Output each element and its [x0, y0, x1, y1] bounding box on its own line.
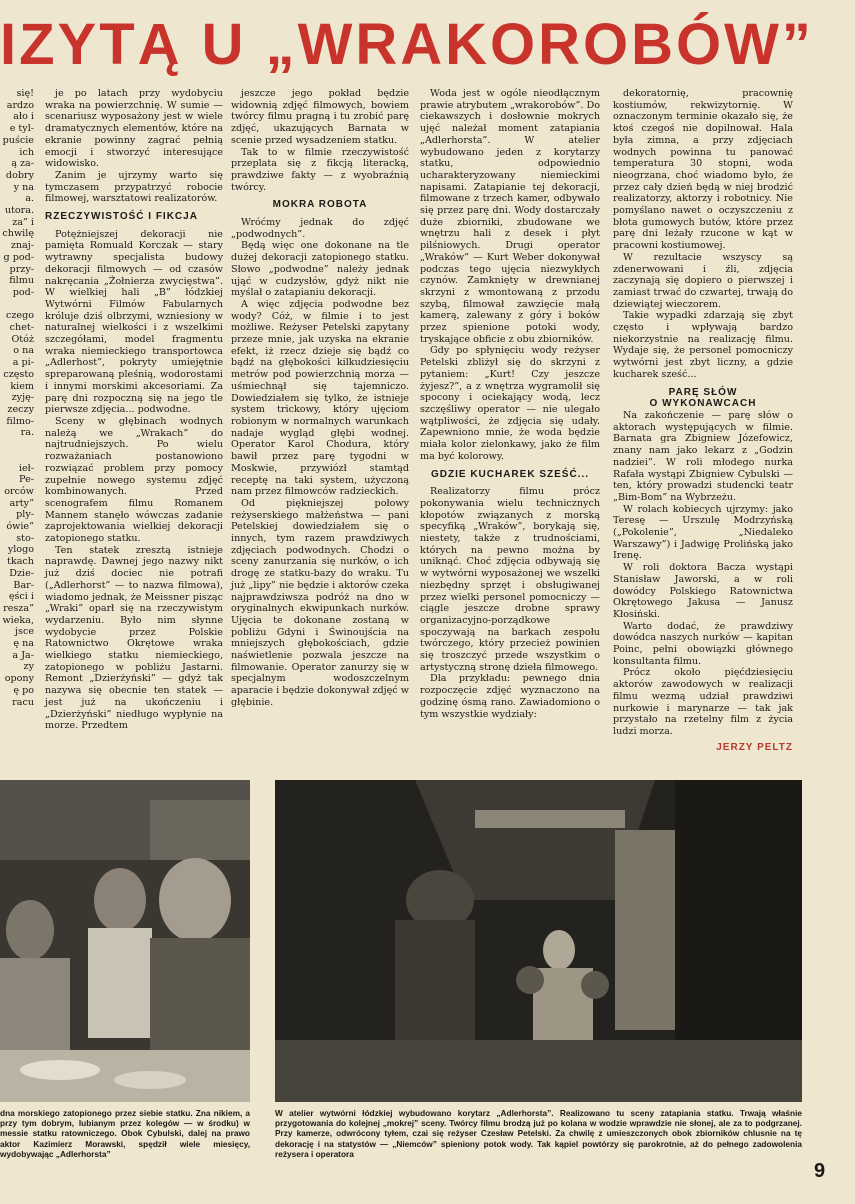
paragraph: Takie wypadki zdarzają się zbyt często i wpływają bardzo niekorzystnie na realizację filmu. Wydaje się, że personel pomocniczy wytwórni jest zbyt liczny, a gdzie kucharek sześć...: [613, 310, 793, 380]
cropped-line: racu: [12, 696, 34, 708]
cropped-line: orców: [4, 485, 34, 497]
cropped-line: Dzie-: [9, 567, 34, 579]
cropped-line: często: [3, 368, 34, 380]
paragraph: W rezultacie wszyscy są zdenerwowani i źli, zdjęcia zaczynają się dopiero o pierwszej i zamiast trwać do czwartej, trwają do dziewiątej wieczorem.: [613, 251, 793, 310]
cropped-line: y na: [13, 181, 34, 193]
cropped-line: utora.: [4, 205, 34, 217]
cropped-line: g pod-: [3, 251, 34, 263]
paragraph: Realizatorzy filmu prócz pokonywania wielu technicznych kłopotów związanych z morską specyfiką „Wraków”, borykają się, niestety, także z trudnościami, których na pewno można by uniknąć. Choć zdjęcia odbywają się w wytwórni wyposażonej we wszelki niezbędny sprzęt i obsługiwanej przez wielki personel pomocniczy — ciągle jeszcze drobne sprawy organizacyjno-porządkowe spoczywają na barkach zespołu twórczego, który przecież powinien się troszczyć przede wszystkim o artystyczną stronę dzieła filmowego.: [420, 486, 600, 673]
cropped-line: ą za-: [11, 158, 34, 170]
cropped-line: filmu: [9, 275, 34, 287]
cropped-line: wieka,: [2, 614, 34, 626]
paragraph: jeszcze jego pokład będzie widownią zdjęć filmowych, bowiem twórcy filmu pragną i tu zrobić parę zdjęć, ukazujących Barnata w scenie przed wysadzeniem statku.: [231, 88, 409, 146]
paragraph: Ten statek zresztą istnieje naprawdę. Dawnej jego nazwy nikt już dziś dociec nie potrafi („Adlerhorst” — to nazwa filmowa), wiadomo jednak, że Meissner pisząc „Wraki” oparł się na rzeczywistym wydarzeniu. Było nim słynne wydobycie przez Polskie Ratownictwo Okrętowe wraka wielkiego statku niemieckiego, zatopionego w pobliżu Jastarni. Remont „Dzierżyński” — gdyż tak nazywa się obecnie ten statek — jest już na ukończeniu i „Dzierżyński” niedługo wypłynie na morze. Przedtem: [45, 544, 223, 732]
photo-film-set-corridor: [275, 780, 802, 1102]
cropped-line: ało i: [13, 111, 34, 123]
cropped-line: ardzo: [6, 99, 34, 111]
section-heading: RZECZYWISTOŚĆ I FIKCJA: [45, 211, 198, 223]
paragraph: Będą więc one dokonane na tle dużej dekoracji zatopionego statku. Słowo „podwodne” należy jednak ująć w cudzysłów, gdyż nikt nie myślał o zatapianiu dekoracji.: [231, 240, 409, 299]
column-2: [45, 88, 223, 732]
paragraph: Gdy po spłynięciu wody reżyser Petelski zbliżył się do skrzyni z pytaniem: „Kurt! Czy jeszcze żyjesz?”, a z wnętrza wygramolił się spocony i ociekający wodą, lecz szczęśliwy operator — nie ulegało wątpliwości, że zdjęcia się udały. Zapewniono mnie, że woda będzie miała kolor zielonkawy, jako że film ma być kolorowy.: [420, 345, 600, 462]
heading-line: PARĘ SŁÓW: [668, 386, 738, 398]
cropped-line: ę na: [13, 638, 34, 650]
cropped-line: e tyl-: [9, 123, 34, 135]
cropped-line: Otóż: [11, 333, 34, 345]
cropped-line: pod-: [12, 286, 34, 298]
paragraph: Warto dodać, że prawdziwy dowódca naszych nurków — kapitan Poinc, pełni obowiązki głównego konsultanta filmu.: [613, 620, 793, 667]
paragraph: Sceny w głębinach wodnych należą we „Wrakach” do najtrudniejszych. Po wielu rozważaniach postanowiono rozwiązać problem przy pomocy zupełnie nowego systemu zdjęć kombinowanych. Przed scenografem filmu Romanem Mannem stanęło wówczas zadanie zaprojektowania wielkiej dekoracji zatopionego statku.: [45, 415, 223, 545]
paragraph: Woda jest w ogóle nieodłącznym prawie atrybutem „wrakorobów”. Do ciekawszych i dosłownie mokrych ujęć należał moment zatapiania „Adlerhorsta”. W atelier wybudowano jeden z korytarzy statku, odpowiednio ucharakteryzowany niemieckimi napisami. Zatapianie tej dekoracji, filmowane z trzech kamer, odbywało się przez parę dni. Wody dostarczały duże zbiorniki, zbudowane we wnętrzu hali z desek i płyt pilśniowych. Drugi operator „Wraków” — Kurt Weber dokonywał podczas tego ujęcia niezwykłych czynów. Zamknięty w drewnianej skrzyni z wmontowaną z przodu szybą, filmował zawzięcie małą kamerą, zalewany z góry i boków przez spienione potoki wody, tryskające obficie z obu zbiorników.: [420, 88, 600, 345]
section-heading: MOKRA ROBOTA: [272, 199, 368, 211]
paragraph: Wróćmy jednak do zdjęć „podwodnych”.: [231, 217, 409, 240]
cropped-line: a.: [25, 193, 34, 205]
cropped-line: chet-: [9, 322, 34, 334]
cropped-line: się!: [16, 88, 34, 99]
photo-illustration: [0, 780, 250, 1102]
cropped-line: puście: [2, 134, 34, 146]
column-4: [420, 88, 600, 782]
cropped-line: [0, 299, 34, 311]
cropped-line: ieł-: [18, 462, 34, 474]
cropped-line: o na: [13, 345, 34, 357]
paragraph: Tak to w filmie rzeczywistość przeplata się z fikcją literacką, prawdziwe fakty — z wyobraźnią twórcy.: [231, 146, 409, 193]
cropped-line: ra.: [20, 427, 34, 439]
paragraph: Prócz około pięćdziesięciu aktorów zawodowych w realizacji filmu wezmą udział prawdziwi nurkowie i marynarze — tak jak przystało na rzetelny film z życia ludzi morza.: [613, 667, 793, 737]
cropped-line: kiem: [10, 380, 34, 392]
page-number: 9: [814, 1160, 826, 1182]
cropped-line: [0, 451, 34, 463]
column-3: [231, 88, 409, 782]
caption-right-photo: W atelier wytwórni łódzkiej wybudowano korytarz „Adlerhorsta”. Realizowano tu sceny zatapiania statku. Trwają właśnie przygotowania do kolejnej „mokrej” sceny. Twórcy filmu brodzą już po kolana w wodzie wprawdzie nie słonej, ale za to podgrzanej. Przy kamerze, odwrócony tyłem, czai się reżyser Czesław Petelski. Za chwilę z umieszczonych obok zbiorników chlusnie na tę dekorację i na statystów — „Niemców” spieniony potok wody. Tak kąpiel powtórzy się parokrotnie, aż do pełnego zadowolenia reżysera i operatora: [275, 1108, 802, 1159]
cropped-line: opony: [4, 673, 34, 685]
cropped-line: [0, 439, 34, 451]
cropped-line: ówie”: [6, 521, 34, 533]
cropped-line: a pi-: [12, 357, 34, 369]
paragraph: Od piękniejszej połowy reżyserskiego małżeństwa — pani Petelskiej dowiedziałem się o innych, tym razem prawdziwych zdjęciach podwodnych. Chodzi o sceny zanurzania się nurków, o ich drogę ze statku-bazy do wraku. Tu już „lipy” nie będzie i aktorów czeka najprawdziwsza podróż na dno w oryginalnych ekwipunkach nurków. Ujęcia te dokonane zostaną w pobliżu Gdyni i Świnoujścia na mniejszych głębokościach, gdzie naświetlenie pozwala jeszcze na filmowanie. Operator zanurzy się w specjalnym wodoszczelnym aparacie i będzie dokonywał zdjęć w głębinie.: [231, 497, 409, 708]
cropped-line: Bar-: [13, 579, 34, 591]
cropped-line: arty”: [9, 497, 34, 509]
cropped-line: zy: [23, 661, 34, 673]
cropped-line: ę po: [13, 684, 34, 696]
cropped-line: dobry: [5, 169, 34, 181]
cropped-line: jsce: [15, 626, 34, 638]
cropped-line: zyję-: [11, 392, 34, 404]
cropped-line: za” i: [12, 216, 34, 228]
cropped-line: czego: [5, 310, 34, 322]
photo-illustration: [275, 780, 802, 1102]
photo-actors-in-mess: [0, 780, 250, 1102]
cropped-line: przy-: [9, 263, 34, 275]
author-byline: JERZY PELTZ: [716, 741, 793, 753]
section-heading: [613, 387, 793, 410]
paragraph: dekoratornię, pracownię kostiumów, rekwizytornię. W oznaczonym terminie okazało się, że ktoś czegoś nie dopilnował. Hala była zimna, a przy zdjęciach wodnych powinna tu panować temperatura 30 stopni, woda nieogrzana, choć wiadomo było, że przez cały dzień będą w niej brodzić realizatorzy, aktorzy i robotnicy. Nie pomyślano nawet o oczyszczeniu z błota gumowych butów, które przez parę dni leżały rzucone w kąt w pracowni kostiumowej.: [613, 88, 793, 252]
paragraph: A więc zdjęcia podwodne bez wody? Cóż, w filmie i to jest możliwe. Reżyser Petelski zapytany przeze mnie, jak uzyska na ekranie efekt, iż rzecz dzieje się bądź co bądź na głębokości kilkudziesięciu metrów pod powierzchnią morza — uśmiechnął się tajemniczo. Dowiedziałem się tylko, że istnieje system trickowy, który ujęciom robionym w normalnych warunkach nadaje wygląd głębi wodnej. Operator Karol Chodura, który bawił przez parę tygodni w Moskwie, przywiózł stamtąd receptę na taki system, użyczoną nam przez filmowców radzieckich.: [231, 298, 409, 498]
column-1-cropped: [0, 88, 34, 708]
cropped-line: filmo-: [6, 415, 34, 427]
cropped-line: Pe-: [19, 474, 34, 486]
cropped-line: sto-: [16, 532, 34, 544]
paragraph: Zanim je ujrzymy warto się tymczasem przypatrzyć robocie filmowej, warsztatowi realizatorów.: [45, 169, 223, 205]
cropped-line: resza”: [3, 602, 34, 614]
cropped-line: a Ja-: [12, 649, 34, 661]
paragraph: W roli doktora Bacza wystąpi Stanisław Jaworski, a w roli dowódcy Polskiego Ratownictwa Okrętowego Jakusa — Janusz Kłosiński.: [613, 562, 793, 620]
paragraph: je po latach przy wydobyciu wraka na powierzchnię. W sumie — scenariusz wyposażony jest w wiele dramatycznych elementów, które na ekranie powinny zagrać pełnią emocji i stworzyć interesujące widowisko.: [45, 88, 223, 170]
cropped-line: znaj-: [10, 240, 34, 252]
cropped-line: tkach: [7, 556, 34, 568]
paragraph: Dla przykładu: pewnego dnia rozpoczęcie zdjęć wyznaczono na godzinę ósmą rano. Zawiadomiono o tym wszystkie wydziały:: [420, 673, 600, 720]
column-5: [613, 88, 793, 782]
cropped-line: ply-: [16, 509, 34, 521]
cropped-line: ęści i: [8, 591, 34, 603]
paragraph: Potężniejszej dekoracji nie pamięta Romuald Korczak — stary wytrawny specjalista budowy dekoracji filmowych — od czasów nakręcania „Żołnierza zwycięstwa”. W wielkiej hali „B” łódzkiej Wytwórni Filmów Fabularnych króluje dziś olbrzymi, wzniesiony w naturalnej wielkości i z wszelkimi szczegółami, model fragmentu wraka niemieckiego transportowca „Adlerhost”, pokryty umiejętnie spreparowaną pleśnią, wodorostami i innymi morskimi akcesoriami. Za parę dni rozpoczną się na jego tle pierwsze zdjęcia... podwodne.: [45, 228, 223, 416]
paragraph: Na zakończenie — parę słów o aktorach występujących w filmie. Barnata gra Zbigniew Józefowicz, znany nam jako lekarz z „Godzin nadziei”. W roli młodego nurka Rafała wystąpi Zbigniew Cybulski — ten, który prowadzi studencki teatr „Bim-Bom” na Wybrzeżu.: [613, 409, 793, 503]
section-heading: GDZIE KUCHAREK SZEŚĆ...: [430, 468, 589, 480]
headline: IZYTĄ U „WRAKOROBÓW”: [0, 12, 814, 77]
cropped-line: ylogo: [7, 544, 34, 556]
heading-line: O WYKONAWCACH: [649, 398, 757, 410]
caption-left-photo: dna morskiego zatopionego przez siebie statku. Zna nikiem, a przy tym dobrym, lubianym przez kolegów — w środku) w messie statku ratowniczego. Obok Cybulski, dalej na prawo aktor Kazimierz Morawski, spędził wiele miesięcy, wydobywając „Adlerhorsta”: [0, 1108, 250, 1159]
cropped-line: chwilę: [2, 228, 34, 240]
cropped-line: ich: [19, 146, 34, 158]
paragraph: W rolach kobiecych ujrzymy: jako Teresę — Urszulę Modrzyńską („Pokolenie”, „Niedaleko Warszawy”) i Jadwigę Prolińską jako Irenę.: [613, 503, 793, 562]
cropped-line: zeczy: [7, 403, 34, 415]
